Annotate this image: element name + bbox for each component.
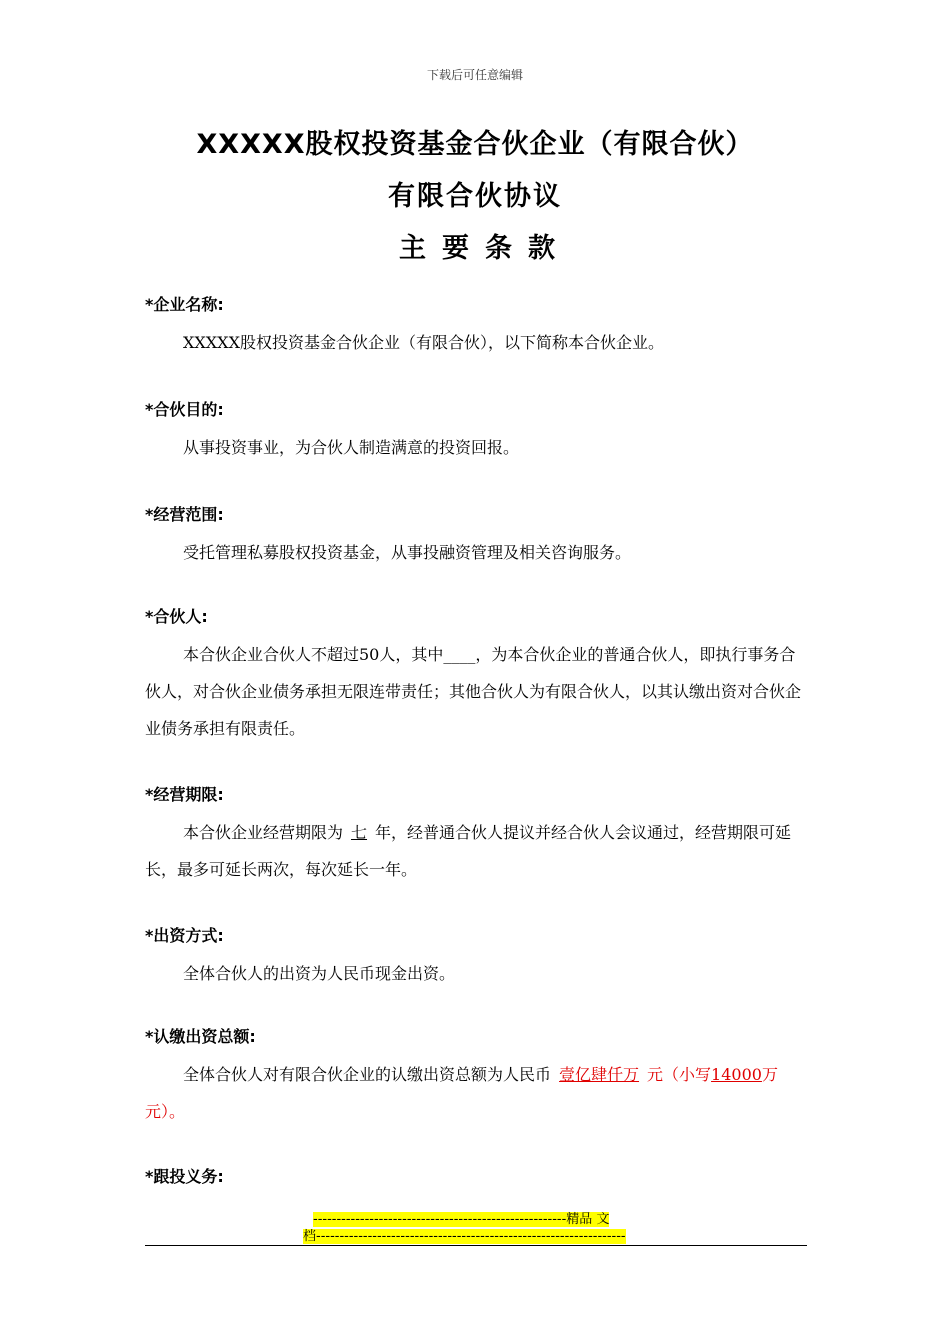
amount-in-words: 壹亿肆仟万 xyxy=(559,1065,640,1084)
footer-divider xyxy=(145,1245,807,1246)
section-heading: *经营期限: xyxy=(145,785,224,804)
partners-text-b: ，为本合伙企业的普通合伙人，即执行事务合伙人，对合伙企业债务承担无限连带责任；其他合伙人为有限合伙人，以其认缴出资对合伙企业债务承担有限责任。 xyxy=(145,645,802,738)
section-term xyxy=(145,782,810,888)
term-text-a: 本合伙企业经营期限为 xyxy=(183,823,344,842)
section-purpose xyxy=(145,397,810,466)
section-total-contribution xyxy=(145,1024,810,1130)
section-heading: *经营范围: xyxy=(145,505,224,524)
section-text: XXXXX股权投资基金合伙企业（有限合伙），以下简称本合伙企业。 xyxy=(183,333,664,352)
general-partner-blank: ____ xyxy=(443,645,476,664)
partners-text-a: 本合伙企业合伙人不超过50人，其中 xyxy=(183,645,444,664)
section-heading: *出资方式: xyxy=(145,926,224,945)
footer-watermark-note xyxy=(303,1211,645,1245)
section-heading: *合伙人: xyxy=(145,607,208,626)
contribution-text-c: 万元）。 xyxy=(145,1065,778,1121)
section-text xyxy=(145,636,810,747)
section-heading: *认缴出资总额: xyxy=(145,1027,256,1046)
document-subtitle: 有限合伙协议 xyxy=(388,181,562,212)
footer-note-bottom: 档------------------------------------------------------------------ xyxy=(303,1229,626,1244)
term-years-value: 七 xyxy=(351,823,368,842)
section-text: 从事投资事业，为合伙人制造满意的投资回报。 xyxy=(183,438,520,457)
page-header-note: 下载后可任意编辑 xyxy=(426,68,523,82)
section-co-investment xyxy=(145,1164,810,1190)
section-text: 受托管理私募股权投资基金，从事投融资管理及相关咨询服务。 xyxy=(183,543,632,562)
footer-note-top: ------------------------------------------------------精品 文 xyxy=(313,1212,610,1227)
section-heading: *跟投义务: xyxy=(145,1167,224,1186)
section-text xyxy=(145,1056,810,1130)
document-section-title: 主要条款 xyxy=(399,233,571,264)
section-heading: *合伙目的: xyxy=(145,400,224,419)
amount-in-number: 14000 xyxy=(711,1065,762,1084)
contribution-text-b: 元（小写 xyxy=(647,1065,712,1084)
contribution-text-a: 全体合伙人对有限合伙企业的认缴出资总额为人民币 xyxy=(183,1065,552,1084)
section-heading: *企业名称: xyxy=(145,295,224,314)
term-text-b: 年，经普通合伙人提议并经合伙人会议通过，经营期限可延长，最多可延长两次，每次延长一年。 xyxy=(145,823,792,879)
section-text xyxy=(145,814,810,888)
section-business-scope xyxy=(145,502,810,571)
section-text: 全体合伙人的出资为人民币现金出资。 xyxy=(183,964,456,983)
section-partners xyxy=(145,604,810,747)
section-contribution-method xyxy=(145,923,810,992)
section-enterprise-name xyxy=(145,292,810,361)
document-title: XXXXX股权投资基金合伙企业（有限合伙） xyxy=(196,129,754,160)
